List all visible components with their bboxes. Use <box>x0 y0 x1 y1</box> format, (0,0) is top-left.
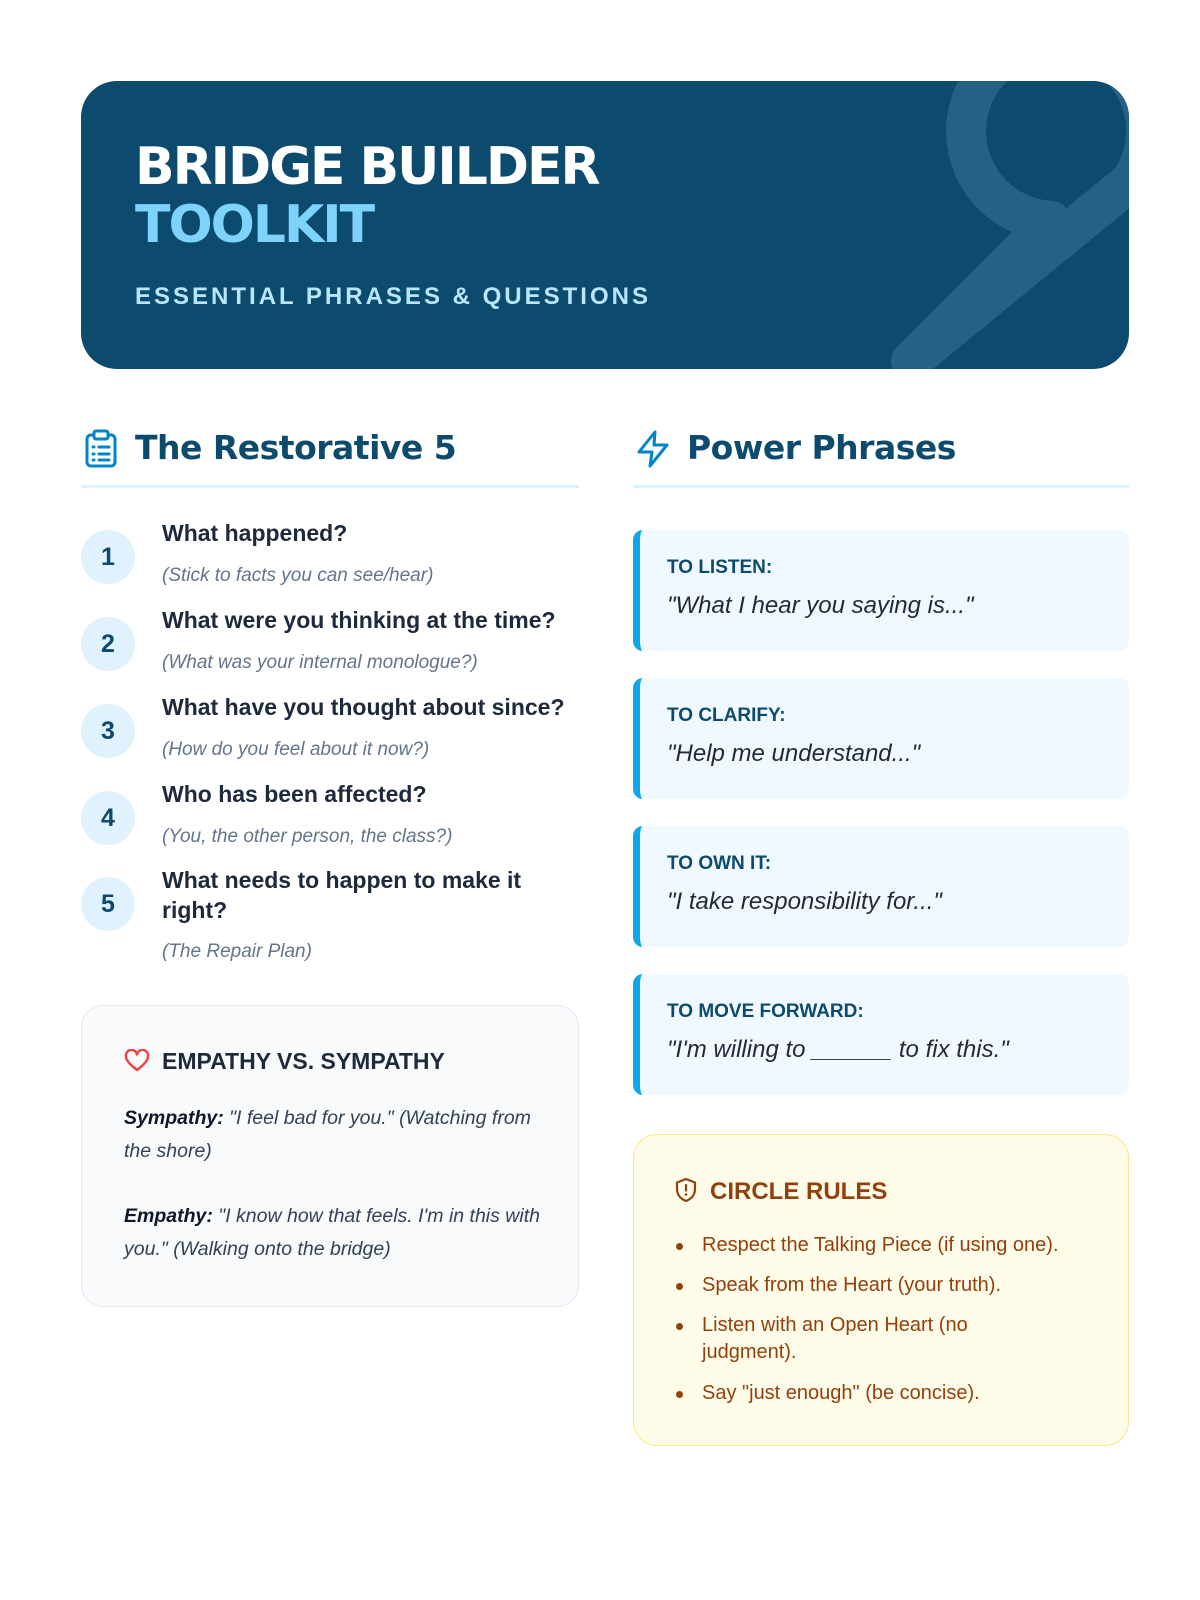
empathy-text: "I know how that feels. I'm in this with you." (Walking onto the bridge) <box>124 1205 540 1260</box>
phrase-card <box>633 974 1129 1095</box>
phrase-text: "I take responsibility for..." <box>667 888 942 915</box>
power-phrases-heading: Power Phrases <box>687 428 956 467</box>
phrase-label: TO MOVE FORWARD: <box>667 1001 864 1022</box>
bullet-dot <box>676 1283 683 1290</box>
restorative-heading: The Restorative 5 <box>135 428 457 467</box>
question-text: Who has been affected? <box>162 781 427 807</box>
lightning-icon <box>633 429 673 469</box>
header-banner <box>81 81 1129 369</box>
wrench-icon <box>881 81 1129 369</box>
question-number: 5 <box>81 877 135 931</box>
phrase-card <box>633 530 1129 651</box>
phrase-text: "Help me understand..." <box>667 740 921 767</box>
page-title-line2: TOOLKIT <box>135 195 374 255</box>
phrase-text: "I'm willing to ______ to fix this." <box>667 1036 1009 1063</box>
bullet-dot <box>676 1323 683 1330</box>
question-hint: (What was your internal monologue?) <box>162 652 478 673</box>
question-text: What were you thinking at the time? <box>162 607 556 633</box>
rule-item: Say "just enough" (be concise). <box>702 1382 980 1404</box>
phrase-card <box>633 678 1129 799</box>
phrase-label: TO CLARIFY: <box>667 705 786 726</box>
question-hint: (You, the other person, the class?) <box>162 826 453 847</box>
rule-item: Listen with an Open Heart (no judgment). <box>702 1314 968 1363</box>
circle-rules-heading-text: CIRCLE RULES <box>710 1178 888 1205</box>
phrase-label: TO OWN IT: <box>667 853 772 874</box>
restorative-section-header <box>81 418 579 488</box>
bullet-dot <box>676 1391 683 1398</box>
empathy-definition <box>124 1200 544 1266</box>
clipboard-icon <box>81 429 121 469</box>
question-hint: (The Repair Plan) <box>162 941 312 962</box>
rule-item: Respect the Talking Piece (if using one). <box>702 1234 1059 1256</box>
sympathy-definition <box>124 1102 544 1168</box>
circle-rules-heading <box>674 1177 887 1206</box>
empathy-heading <box>124 1048 445 1075</box>
question-text: What happened? <box>162 520 348 546</box>
question-number: 2 <box>81 617 135 671</box>
question-number: 1 <box>81 530 135 584</box>
page-subtitle: ESSENTIAL PHRASES & QUESTIONS <box>135 283 651 310</box>
empathy-vs-sympathy-card <box>81 1005 579 1307</box>
question-number: 4 <box>81 791 135 845</box>
empathy-heading-text: EMPATHY VS. SYMPATHY <box>162 1048 445 1074</box>
shield-icon <box>674 1177 698 1203</box>
question-hint: (How do you feel about it now?) <box>162 739 430 760</box>
question-number: 3 <box>81 704 135 758</box>
empathy-label: Empathy: <box>124 1205 213 1227</box>
phrase-label: TO LISTEN: <box>667 557 773 578</box>
phrase-card <box>633 826 1129 947</box>
sympathy-text: "I feel bad for you." (Watching from the shore) <box>124 1107 531 1162</box>
power-phrases-section-header <box>633 418 1129 488</box>
circle-rules-card <box>633 1134 1129 1446</box>
question-hint: (Stick to facts you can see/hear) <box>162 565 434 586</box>
page-title-line1: BRIDGE BUILDER <box>135 137 599 197</box>
phrase-text: "What I hear you saying is..." <box>667 592 974 619</box>
bullet-dot <box>676 1243 683 1250</box>
question-text: What needs to happen to make it right? <box>162 867 522 923</box>
sympathy-label: Sympathy: <box>124 1107 224 1129</box>
question-text: What have you thought about since? <box>162 694 565 720</box>
heart-icon <box>124 1049 150 1073</box>
rule-item: Speak from the Heart (your truth). <box>702 1274 1002 1296</box>
